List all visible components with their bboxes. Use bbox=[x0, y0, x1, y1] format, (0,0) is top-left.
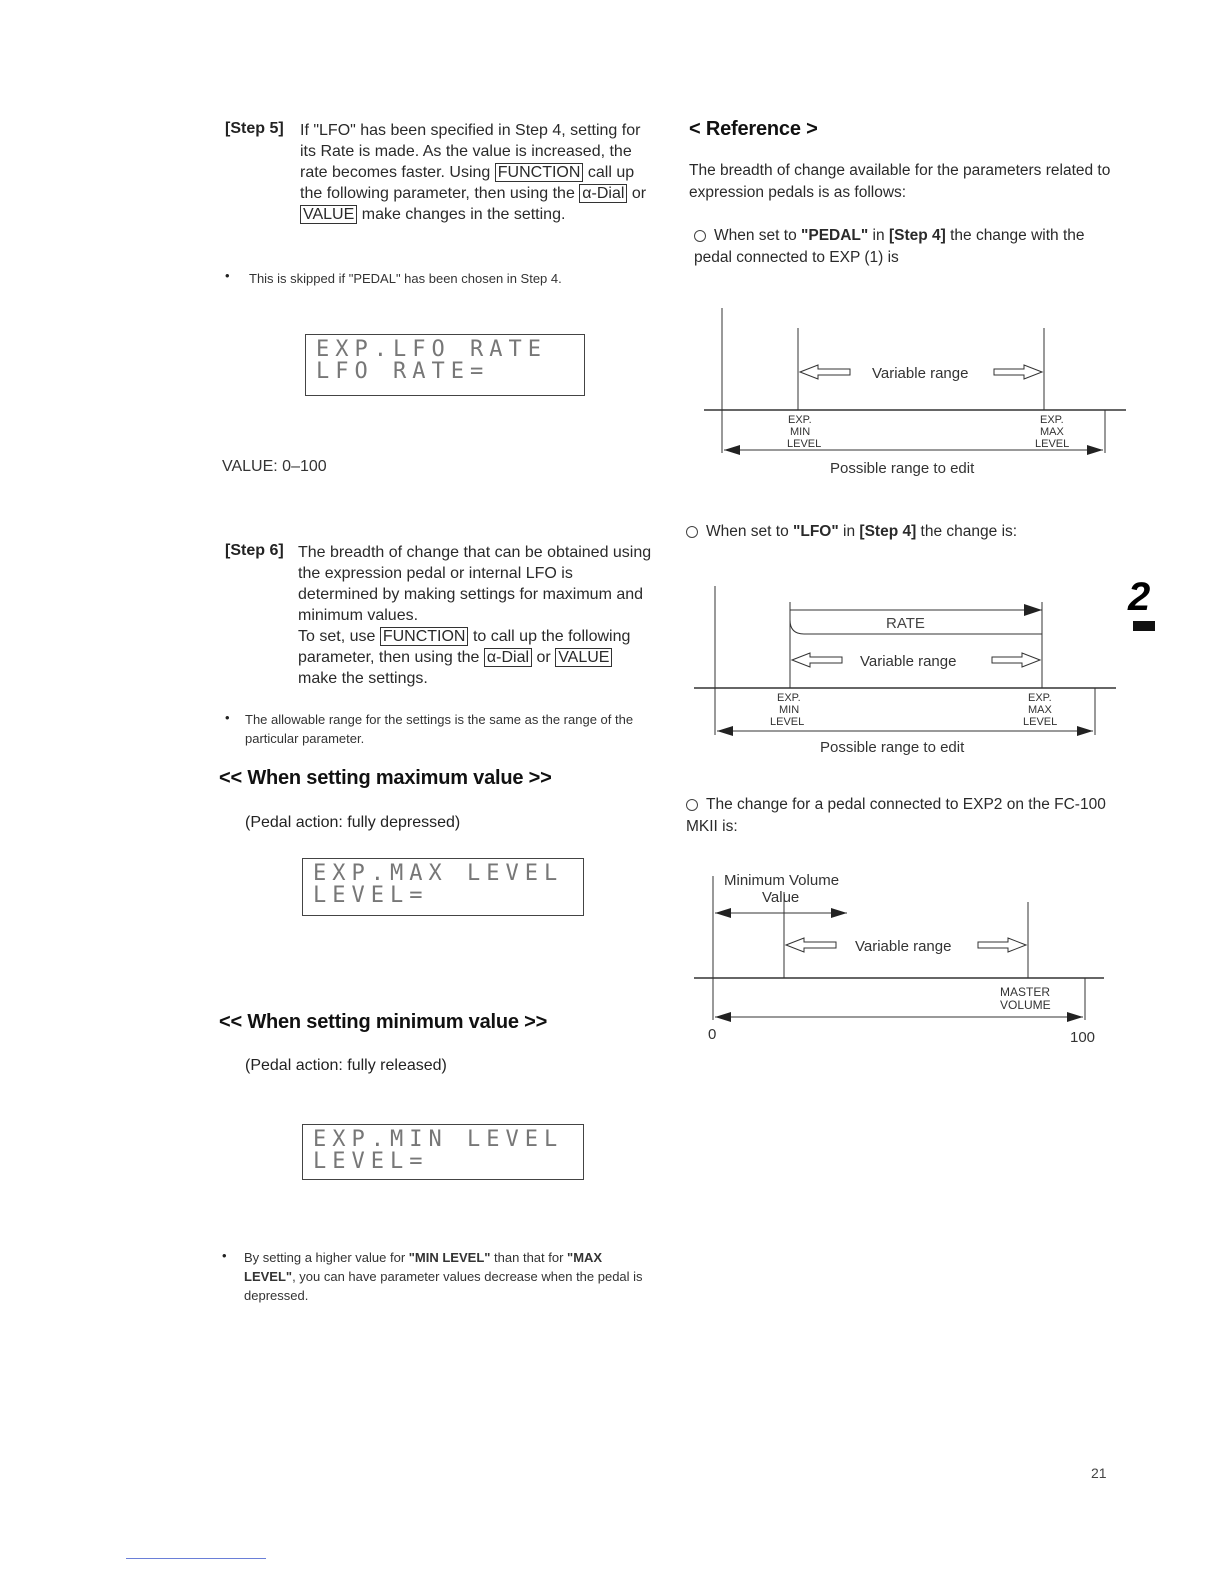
function-key: FUNCTION bbox=[380, 627, 469, 646]
case2-b: "LFO" bbox=[793, 523, 839, 540]
diagram-exp2 bbox=[690, 862, 1120, 1052]
case1-d: [Step 4] bbox=[888, 227, 946, 244]
value-key: VALUE bbox=[555, 648, 612, 667]
bullet: • bbox=[222, 1248, 227, 1263]
diagram2-right-label-1: EXP. bbox=[1028, 692, 1052, 704]
final-note-part3: , you can have parameter values decrease when the pedal is depressed. bbox=[244, 1269, 643, 1303]
value-key: VALUE bbox=[300, 205, 357, 224]
max-heading: << When setting maximum value >> bbox=[219, 767, 552, 789]
diagram2-right-label-3: LEVEL bbox=[1023, 716, 1058, 728]
diagram2-left-label-2: MIN bbox=[779, 704, 800, 716]
diagram-lfo bbox=[690, 580, 1120, 765]
final-note-bold2: "MAX LEVEL" bbox=[244, 1250, 603, 1284]
step5-text-b: call up the following parameter, then using the bbox=[300, 164, 635, 202]
diagram3-variable-range: Variable range bbox=[855, 938, 952, 955]
reference-case2 bbox=[686, 521, 1126, 543]
chapter-number: 2 bbox=[1128, 575, 1151, 619]
reference-heading: < Reference > bbox=[689, 118, 818, 140]
diagram1-left-label-3: LEVEL bbox=[787, 438, 822, 450]
final-note-part2: than that for bbox=[490, 1250, 568, 1265]
case2-d: [Step 4] bbox=[859, 523, 917, 540]
diagram3-master-label: MASTER bbox=[1000, 985, 1051, 999]
step5-text-or: or bbox=[631, 185, 647, 202]
case1-e: the change with the pedal connected to EXP (1) is bbox=[694, 227, 1085, 266]
reference-intro: The breadth of change available for the parameters related to expression pedals is as follows: bbox=[689, 162, 1111, 201]
case3-text: The change for a pedal connected to EXP2 on the FC-100 MKII is: bbox=[686, 796, 1106, 835]
diagram1-right-label-2: MAX bbox=[1040, 426, 1064, 438]
bullet: • bbox=[225, 268, 230, 283]
diagram2-variable-range: Variable range bbox=[860, 653, 957, 670]
step6-text-b: To set, use bbox=[298, 628, 376, 645]
lcd-line-1: EXP.MAX LEVEL bbox=[313, 861, 564, 886]
lcd-min-level bbox=[302, 1124, 584, 1180]
diagram2-possible-range: Possible range to edit bbox=[820, 739, 965, 756]
step6-text-or: or bbox=[536, 649, 551, 666]
diagram2-left-label-3: LEVEL bbox=[770, 716, 805, 728]
diagram1-left-label-2: MIN bbox=[790, 426, 811, 438]
reference-case3 bbox=[686, 794, 1116, 838]
step6-text-a: The breadth of change that can be obtained using the expression pedal or internal LFO is determined by making settings for maximum and minimum values. bbox=[298, 544, 652, 624]
reference-case1 bbox=[694, 225, 1124, 269]
value-range: VALUE: 0–100 bbox=[222, 458, 327, 475]
case1-a: When set to bbox=[714, 227, 802, 244]
lcd-line-2: LEVEL= bbox=[313, 1149, 429, 1174]
diagram2-right-label-2: MAX bbox=[1028, 704, 1052, 716]
case2-a: When set to bbox=[706, 523, 794, 540]
bullet: • bbox=[225, 710, 230, 725]
step5-text-a: If "LFO" has been specified in Step 4, setting for its Rate is made. As the value is increased, the rate becomes faster. Using bbox=[300, 122, 641, 181]
diagram2-rate: RATE bbox=[886, 615, 925, 632]
lcd-line-1: EXP.MIN LEVEL bbox=[313, 1127, 564, 1152]
function-key: FUNCTION bbox=[495, 163, 584, 182]
step5-text-c: make changes in the setting. bbox=[361, 206, 566, 223]
final-note bbox=[244, 1248, 656, 1305]
max-pedal-action: (Pedal action: fully depressed) bbox=[245, 814, 461, 831]
min-heading: << When setting minimum value >> bbox=[219, 1011, 548, 1033]
case1-b: "PEDAL" bbox=[801, 227, 869, 244]
lcd-max-level bbox=[302, 858, 584, 916]
case1-c: in bbox=[868, 227, 889, 244]
dial-key: α-Dial bbox=[579, 184, 627, 203]
circle-bullet-icon bbox=[686, 799, 698, 811]
diagram1-left-label-1: EXP. bbox=[788, 414, 812, 426]
step6-text bbox=[298, 542, 656, 689]
step5-note: This is skipped if "PEDAL" has been chosen in Step 4. bbox=[249, 271, 562, 286]
chapter-tab-bar bbox=[1133, 621, 1155, 631]
circle-bullet-icon bbox=[694, 230, 706, 242]
diagram3-hundred: 100 bbox=[1070, 1029, 1096, 1046]
step5-text bbox=[300, 120, 660, 225]
diagram1-right-label-3: LEVEL bbox=[1035, 438, 1070, 450]
bottom-rule bbox=[126, 1558, 266, 1559]
diagram1-variable-range: Variable range bbox=[872, 365, 969, 382]
step5-label: [Step 5] bbox=[225, 120, 284, 137]
lcd-line-2: LFO RATE= bbox=[316, 359, 490, 384]
diagram1-right-label-1: EXP. bbox=[1040, 414, 1064, 426]
diagram3-zero: 0 bbox=[708, 1026, 717, 1043]
step6-note: The allowable range for the settings is the same as the range of the particular parameter. bbox=[245, 712, 634, 746]
min-pedal-action: (Pedal action: fully released) bbox=[245, 1057, 447, 1074]
lcd-lfo-rate bbox=[305, 334, 585, 396]
lcd-line-1: EXP.LFO RATE bbox=[316, 337, 547, 362]
step6-label: [Step 6] bbox=[225, 542, 284, 559]
diagram3-volume-label: VOLUME bbox=[1000, 998, 1051, 1012]
diagram3-min-volume-1: Minimum Volume bbox=[724, 872, 840, 889]
diagram-pedal bbox=[700, 300, 1130, 485]
step6-text-c: to call up the following parameter, then using the bbox=[298, 628, 631, 666]
diagram1-possible-range: Possible range to edit bbox=[830, 460, 975, 477]
lcd-line-2: LEVEL= bbox=[313, 883, 429, 908]
page-number: 21 bbox=[1091, 1465, 1107, 1481]
case2-c: in bbox=[838, 523, 860, 540]
step6-text-d: make the settings. bbox=[298, 670, 428, 687]
dial-key: α-Dial bbox=[484, 648, 532, 667]
diagram3-min-volume-2: Value bbox=[762, 889, 800, 906]
case2-e: the change is: bbox=[916, 523, 1018, 540]
circle-bullet-icon bbox=[686, 526, 698, 538]
final-note-part1: By setting a higher value for bbox=[244, 1250, 409, 1265]
final-note-bold1: "MIN LEVEL" bbox=[408, 1250, 491, 1265]
diagram2-left-label-1: EXP. bbox=[777, 692, 801, 704]
